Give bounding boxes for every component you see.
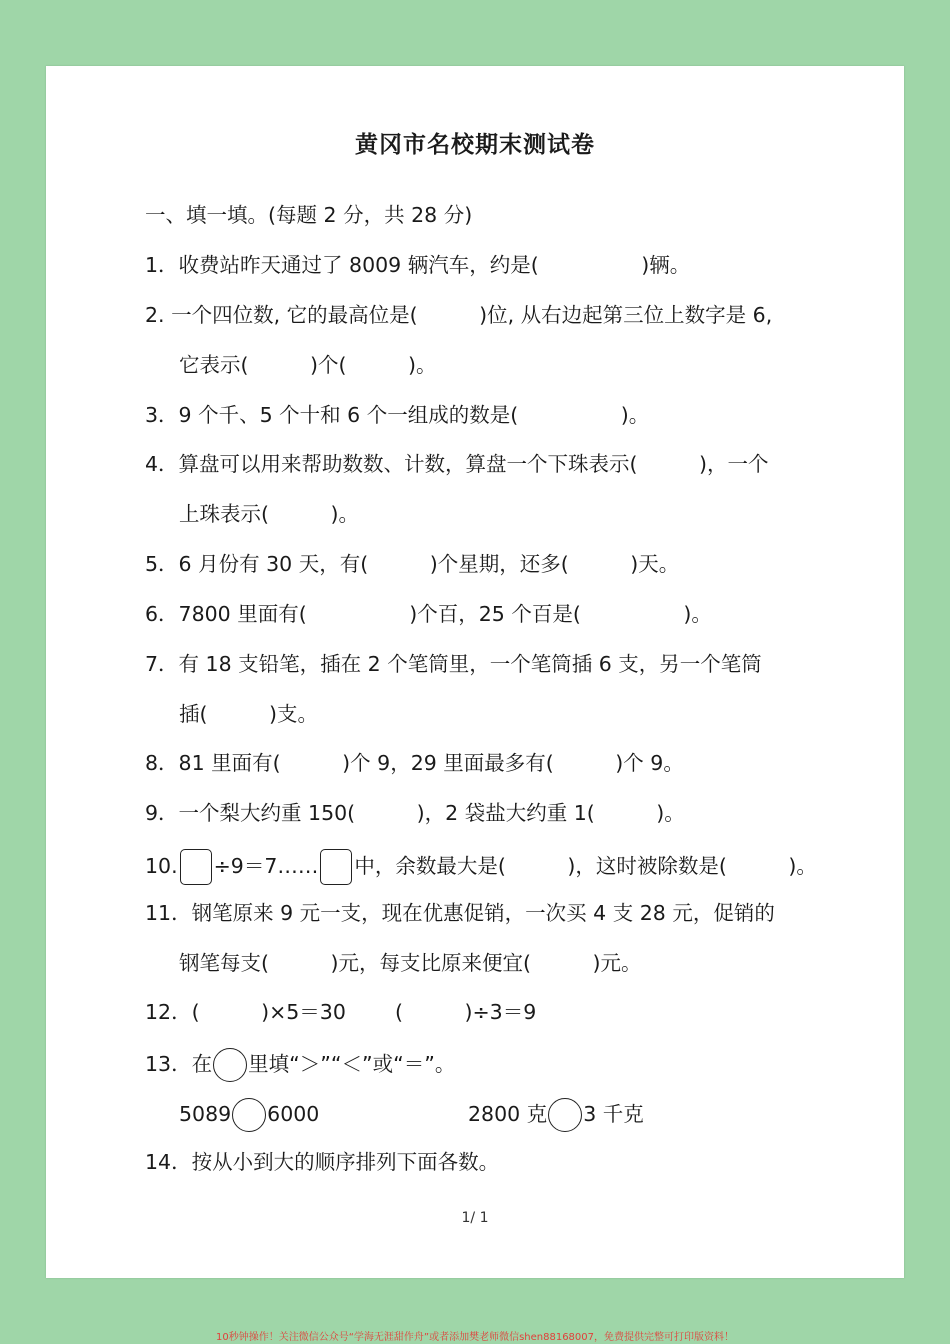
compare-item-right (468, 1098, 644, 1132)
question-11-line1: 11．钢笔原来 9 元一支，现在优惠促销，一次买 4 支 28 元，促销的 (145, 901, 775, 925)
question-10-tail: 中，余数最大是( )，这时被除数是( )。 (354, 854, 817, 878)
question-7-line1: 7．有 18 支铅笔，插在 2 个笔筒里，一个笔筒插 6 支，另一个笔筒 (145, 652, 762, 676)
compare-circle-left (232, 1098, 266, 1132)
footer-notice: 10秒钟操作！关注微信公众号“学海无涯甜作舟”或者添加樊老师微信shen88168007，免费提供完整可打印版资料！ (215, 1332, 735, 1343)
page-number: 1/ 1 (461, 1210, 489, 1226)
section-heading: 一、填一填。(每题 2 分，共 28 分) (145, 203, 473, 227)
compare-item-left (179, 1098, 319, 1132)
compare-right-b: 3 千克 (583, 1102, 644, 1126)
compare-right-a: 2800 克 (468, 1102, 548, 1126)
question-12-right: ( )÷3＝9 (395, 1000, 537, 1024)
question-11-line2: 钢笔每支( )元，每支比原来便宜( )元。 (179, 951, 642, 975)
compare-left-a: 5089 (179, 1102, 232, 1126)
question-10-number: 10. (145, 854, 178, 878)
question-10-equation: ÷9＝7…… (213, 854, 319, 878)
page-title: 黄冈市名校期末测试卷 (355, 132, 595, 158)
question-7-line2: 插( )支。 (179, 702, 318, 726)
question-4-line1: 4．算盘可以用来帮助数数、计数，算盘一个下珠表示( )，一个 (145, 452, 769, 476)
question-9: 9．一个梨大约重 150( )，2 袋盐大约重 1( )。 (145, 801, 685, 825)
question-8: 8．81 里面有( )个 9，29 里面最多有( )个 9。 (145, 751, 684, 775)
question-13 (145, 1048, 455, 1082)
question-1: 1．收费站昨天通过了 8009 辆汽车，约是( )辆。 (145, 253, 691, 277)
question-12-left: 12．( )×5＝30 (145, 1000, 346, 1024)
question-13-prefix: 13．在 (145, 1052, 213, 1076)
question-2-line2: 它表示( )个( )。 (179, 353, 437, 377)
question-6: 6．7800 里面有( )个百，25 个百是( )。 (145, 602, 712, 626)
compare-circle-example (213, 1048, 247, 1082)
question-4-line2: 上珠表示( )。 (179, 502, 359, 526)
question-14: 14．按从小到大的顺序排列下面各数。 (145, 1150, 500, 1174)
compare-left-b: 6000 (267, 1102, 320, 1126)
question-3: 3．9 个千、5 个十和 6 个一组成的数是( )。 (145, 403, 650, 427)
blank-box-dividend (180, 849, 212, 885)
question-2-line1: 2. 一个四位数, 它的最高位是( )位, 从右边起第三位上数字是 6, (145, 303, 773, 327)
compare-circle-right (548, 1098, 582, 1132)
question-5: 5．6 月份有 30 天，有( )个星期，还多( )天。 (145, 552, 680, 576)
question-13-instruction: 里填“＞”“＜”或“＝”。 (248, 1052, 456, 1076)
blank-box-remainder (320, 849, 352, 885)
question-10 (145, 849, 817, 885)
